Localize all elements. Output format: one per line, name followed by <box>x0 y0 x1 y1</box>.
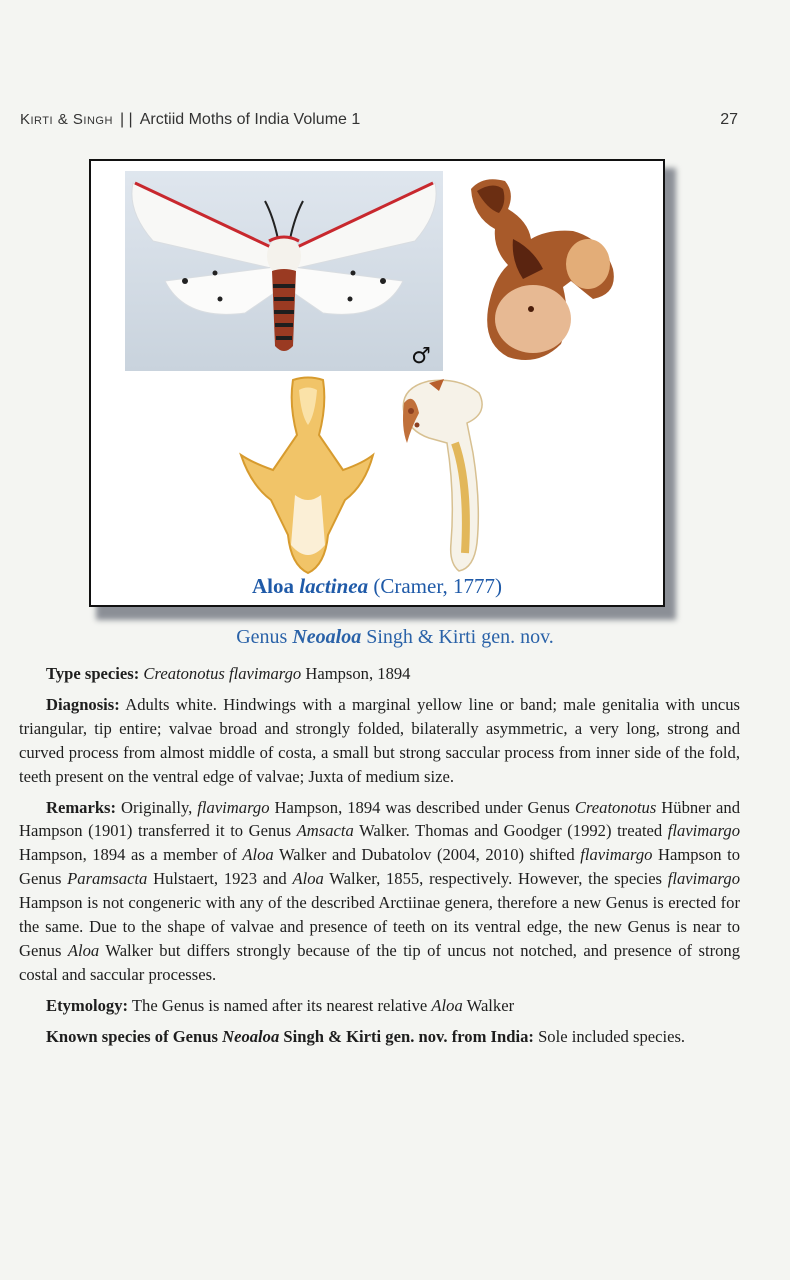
genitalia-lateral-photo <box>453 169 633 369</box>
caption-authority: (Cramer, 1777) <box>373 574 502 598</box>
remarks-text: Hulstaert, 1923 and <box>153 869 287 889</box>
known-species-label-2: Singh & Kirti gen. nov. from India: <box>283 1026 534 1046</box>
remarks-taxon: flavimargo <box>580 845 653 865</box>
remarks-label: Remarks: <box>46 797 117 817</box>
aedeagus-photo <box>389 373 499 578</box>
specimen-plate <box>89 159 665 607</box>
type-species-name: Creatonotus flavimargo <box>143 664 302 683</box>
remarks-text: Walker, 1855, respectively. However, the species <box>329 869 663 889</box>
plate-caption <box>91 574 663 599</box>
remarks-text: Walker but differs strongly because of the tip of uncus not notched, and presence of strong costal and saccular processes. <box>19 940 740 984</box>
known-species-label <box>46 1027 534 1046</box>
remarks-text: Walker. Thomas and Goodger (1992) treated <box>359 821 663 841</box>
remarks-text: Hampson, 1894 was described under Genus <box>274 797 570 817</box>
page-number: 27 <box>720 111 738 128</box>
remarks-taxon: flavimargo <box>667 821 741 841</box>
remarks-text: Originally, <box>121 797 193 817</box>
etymology-paragraph <box>19 994 740 1018</box>
header-left <box>20 111 360 129</box>
genus-heading <box>0 626 790 649</box>
header-separator: | | <box>119 111 133 128</box>
running-head <box>20 110 738 130</box>
type-species-authority: Hampson, 1894 <box>305 664 411 683</box>
remarks-taxon: Creatonotus <box>574 797 657 817</box>
etymology-label: Etymology: <box>46 995 129 1015</box>
genus-heading-name: Neoaloa <box>292 626 362 648</box>
known-species-label-genus: Neoaloa <box>222 1026 280 1046</box>
genus-heading-suffix: Singh & Kirti gen. nov. <box>366 626 554 648</box>
etymology-text: The Genus is named after its nearest relative <box>131 995 428 1015</box>
diagnosis-label: Diagnosis: <box>46 694 120 714</box>
header-authors: Kirti & Singh <box>20 111 113 128</box>
remarks-taxon: Aloa <box>292 869 324 889</box>
remarks-taxon: Aloa <box>67 940 100 960</box>
known-species-paragraph <box>19 1025 740 1049</box>
known-species-label-1: Known species of Genus <box>46 1026 218 1046</box>
genitalia-ventral-photo <box>233 375 383 575</box>
remarks-taxon: flavimargo <box>667 869 740 889</box>
male-symbol: ♂ <box>411 344 431 369</box>
remarks-text: Walker and Dubatolov (2004, 2010) shifted <box>278 845 575 865</box>
diagnosis-text: Adults white. Hindwings with a marginal yellow line or band; male genitalia with uncus triangular, tip entire; valvae broad and strongly folded, bilaterally asymmetric, a very long, strong and curved process from almost middle of costa, a small but strong saccular process from inner side of the fold, teeth present on the ventral edge of valvae; Juxta of medium size. <box>19 694 741 786</box>
etymology-genus: Aloa <box>431 995 463 1015</box>
genus-heading-prefix: Genus <box>236 626 288 648</box>
remarks-text: Hampson to Genus <box>19 845 740 889</box>
body-text <box>19 662 740 1056</box>
remarks-taxon: flavimargo <box>197 797 270 817</box>
remarks-text: Hübner and Hampson (1901) transferred it to Genus <box>19 797 740 841</box>
caption-genus: Aloa <box>252 574 295 598</box>
remarks-taxon: Paramsacta <box>67 869 148 889</box>
remarks-text: Hampson is not congeneric with any of the described Arctiinae genera, therefore a new Genus is erected for the same. Due to the shape of valvae and presence of teeth on its ventral edge, the new Genus is near to Genus <box>19 893 740 960</box>
remarks-text: Hampson, 1894 as a member of <box>19 845 237 865</box>
adult-moth-photo <box>125 171 443 371</box>
known-species-text: Sole included species. <box>538 1026 686 1046</box>
diagnosis-paragraph <box>19 693 740 789</box>
caption-species: lactinea <box>299 574 369 598</box>
type-species-paragraph <box>19 662 740 686</box>
remarks-taxon: Amsacta <box>296 821 354 841</box>
type-species-label: Type species: <box>46 664 140 683</box>
remarks-taxon: Aloa <box>242 845 274 865</box>
header-book-title: Arctiid Moths of India Volume 1 <box>139 111 361 128</box>
etymology-after: Walker <box>466 995 515 1015</box>
remarks-paragraph <box>19 796 740 987</box>
